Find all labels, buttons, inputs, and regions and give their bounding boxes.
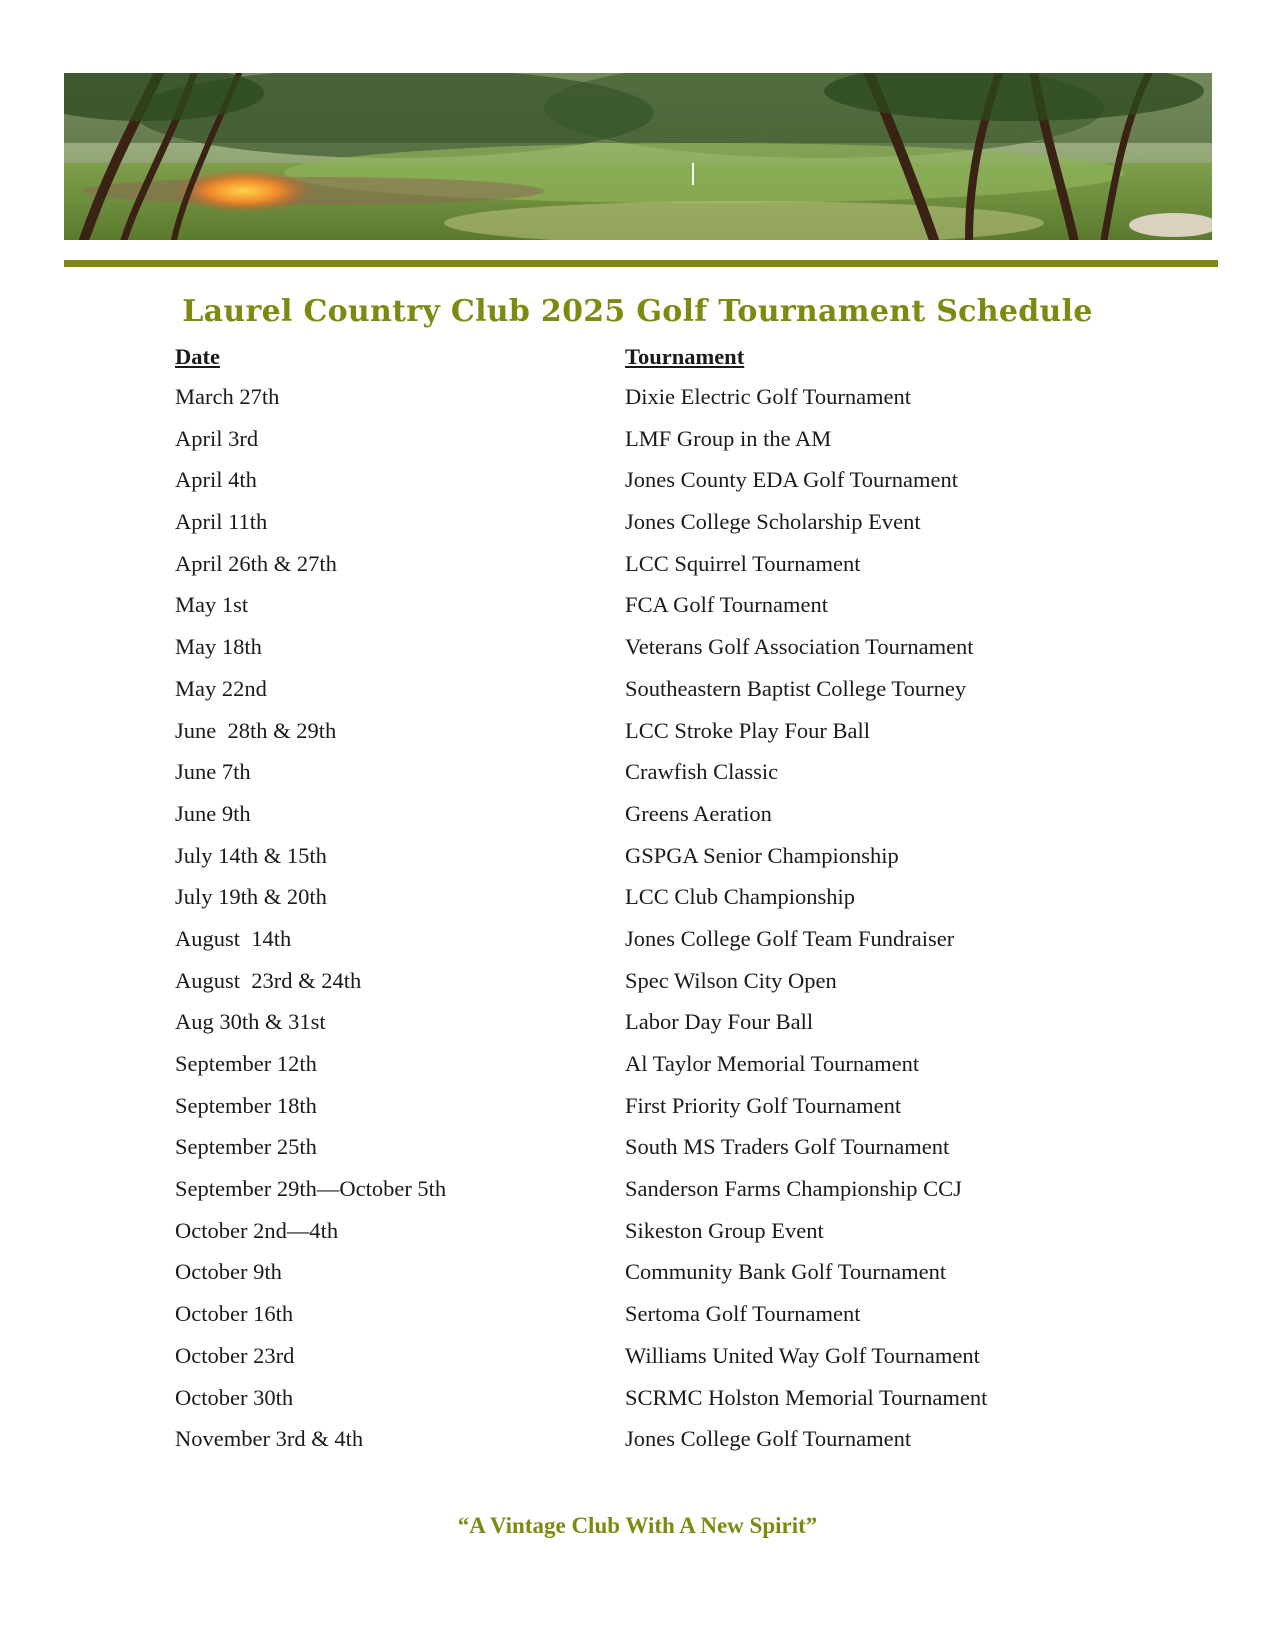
- date-cell: September 12th: [175, 1051, 317, 1076]
- golf-course-banner-image: [64, 73, 1212, 240]
- date-cell: October 16th: [175, 1301, 294, 1327]
- table-row: [175, 968, 1075, 1010]
- tournament-cell: Community Bank Golf Tournament: [625, 1259, 947, 1285]
- table-row: [175, 1218, 1075, 1260]
- tournament-cell: Sertoma Golf Tournament: [625, 1301, 861, 1327]
- tournament-cell: Sikeston Group Event: [625, 1217, 824, 1243]
- table-row: [175, 634, 1075, 676]
- table-row: [175, 1134, 1075, 1176]
- tournament-cell: LMF Group in the AM: [625, 425, 832, 451]
- table-row: [175, 718, 1075, 760]
- date-cell: April 11th: [175, 509, 268, 535]
- date-column-header: Date: [175, 344, 220, 369]
- date-cell: June 28th & 29th: [175, 717, 337, 743]
- tournament-cell: FCA Golf Tournament: [625, 592, 829, 618]
- date-cell: July 19th & 20th: [175, 884, 327, 910]
- date-cell: September 25th: [175, 1134, 317, 1160]
- tournament-cell: Jones College Golf Team Fundraiser: [625, 925, 955, 951]
- tournament-cell: Southeastern Baptist College Tourney: [625, 675, 967, 701]
- table-row: [175, 1009, 1075, 1051]
- tournament-cell: First Priority Golf Tournament: [625, 1092, 902, 1118]
- date-cell: June 9th: [175, 800, 251, 826]
- tournament-cell: Labor Day Four Ball: [625, 1009, 814, 1035]
- table-row: [175, 509, 1075, 551]
- date-cell: March 27th: [175, 384, 280, 409]
- tournament-cell: Al Taylor Memorial Tournament: [625, 1051, 920, 1076]
- table-row: [175, 843, 1075, 885]
- tournament-cell: SCRMC Holston Memorial Tournament: [625, 1384, 988, 1410]
- date-cell: May 22nd: [175, 675, 267, 701]
- table-row: [175, 1093, 1075, 1135]
- tournament-cell: Crawfish Classic: [625, 759, 779, 785]
- schedule-header-row: [175, 344, 1075, 384]
- table-row: [175, 592, 1075, 634]
- table-row: [175, 384, 1075, 426]
- tournament-cell: Greens Aeration: [625, 800, 772, 826]
- table-row: [175, 1301, 1075, 1343]
- date-cell: May 1st: [175, 592, 249, 618]
- date-cell: September 29th—October 5th: [175, 1176, 447, 1202]
- club-tagline: “A Vintage Club With A New Spirit”: [457, 1513, 818, 1538]
- tournament-cell: LCC Club Championship: [625, 884, 856, 910]
- schedule-rows: [175, 384, 1075, 1468]
- date-cell: October 2nd—4th: [175, 1217, 339, 1243]
- tournament-cell: Dixie Electric Golf Tournament: [625, 384, 912, 409]
- table-row: [175, 1343, 1075, 1385]
- date-cell: June 7th: [175, 759, 251, 785]
- date-cell: October 30th: [175, 1384, 294, 1410]
- date-cell: September 18th: [175, 1092, 317, 1118]
- tournament-cell: Williams United Way Golf Tournament: [625, 1342, 980, 1368]
- tournament-cell: LCC Squirrel Tournament: [625, 550, 861, 576]
- tournament-column-header: Tournament: [625, 344, 745, 369]
- schedule-table: [175, 344, 1075, 1468]
- date-cell: November 3rd & 4th: [175, 1426, 364, 1452]
- date-cell: August 23rd & 24th: [175, 967, 362, 993]
- tournament-cell: GSPGA Senior Championship: [625, 842, 899, 868]
- table-row: [175, 426, 1075, 468]
- tournament-cell: Spec Wilson City Open: [625, 967, 837, 993]
- table-row: [175, 1051, 1075, 1093]
- date-cell: July 14th & 15th: [175, 842, 327, 868]
- header-divider: [64, 260, 1218, 267]
- table-row: [175, 926, 1075, 968]
- table-row: [175, 759, 1075, 801]
- tournament-cell: LCC Stroke Play Four Ball: [625, 717, 871, 743]
- table-row: [175, 1176, 1075, 1218]
- date-cell: April 3rd: [175, 425, 259, 451]
- tournament-cell: South MS Traders Golf Tournament: [625, 1134, 950, 1160]
- tournament-cell: Jones County EDA Golf Tournament: [625, 467, 958, 493]
- tournament-cell: Veterans Golf Association Tournament: [625, 634, 974, 660]
- table-row: [175, 467, 1075, 509]
- tournament-cell: Jones College Scholarship Event: [625, 509, 921, 535]
- table-row: [175, 676, 1075, 718]
- date-cell: May 18th: [175, 634, 262, 660]
- table-row: [175, 551, 1075, 593]
- tournament-cell: Jones College Golf Tournament: [625, 1426, 912, 1452]
- page-title: Laurel Country Club 2025 Golf Tournament Schedule: [182, 294, 1093, 329]
- tournament-cell: Sanderson Farms Championship CCJ: [625, 1176, 962, 1202]
- date-cell: October 23rd: [175, 1342, 295, 1368]
- table-row: [175, 884, 1075, 926]
- table-row: [175, 1259, 1075, 1301]
- date-cell: April 4th: [175, 467, 257, 493]
- date-cell: Aug 30th & 31st: [175, 1009, 326, 1035]
- table-row: [175, 801, 1075, 843]
- date-cell: October 9th: [175, 1259, 282, 1285]
- date-cell: August 14th: [175, 925, 292, 951]
- table-row: [175, 1385, 1075, 1427]
- table-row: [175, 1426, 1075, 1468]
- date-cell: April 26th & 27th: [175, 550, 337, 576]
